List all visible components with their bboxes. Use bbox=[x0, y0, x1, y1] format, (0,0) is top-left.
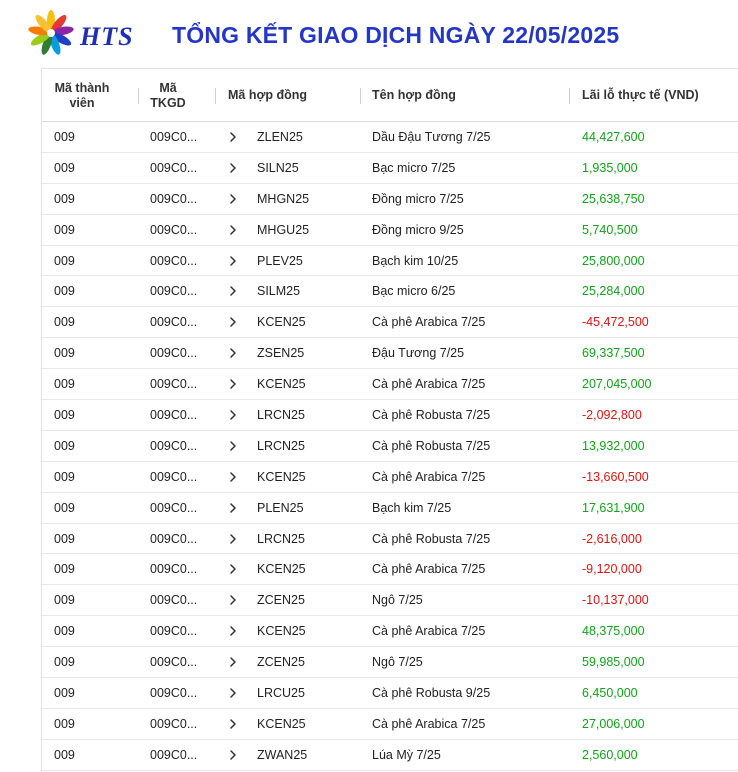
account-code: 009C0... bbox=[150, 716, 198, 731]
contract-code: SILM25 bbox=[257, 284, 301, 299]
contract-name: Cà phê Robusta 7/25 bbox=[372, 407, 491, 422]
table-row[interactable] bbox=[42, 678, 738, 709]
expand-chevron-icon[interactable] bbox=[228, 338, 238, 368]
table-row[interactable] bbox=[42, 338, 738, 369]
account-code: 009C0... bbox=[150, 500, 198, 515]
expand-chevron-icon[interactable] bbox=[228, 647, 238, 677]
realized-pnl: -9,120,000 bbox=[582, 562, 642, 577]
account-code: 009C0... bbox=[150, 377, 198, 392]
contract-name: Cà phê Arabica 7/25 bbox=[372, 716, 486, 731]
account-code: 009C0... bbox=[150, 253, 198, 268]
expand-chevron-icon[interactable] bbox=[228, 616, 238, 646]
table-row[interactable] bbox=[42, 215, 738, 246]
contract-name: Đậu Tương 7/25 bbox=[372, 346, 465, 361]
col-header-contract-name[interactable]: Tên hợp đồng bbox=[372, 88, 456, 102]
member-code: 009 bbox=[54, 438, 75, 453]
realized-pnl: 25,284,000 bbox=[582, 284, 645, 299]
table-body bbox=[42, 122, 738, 771]
contract-name: Cà phê Robusta 7/25 bbox=[372, 531, 491, 546]
contract-name: Cà phê Arabica 7/25 bbox=[372, 315, 486, 330]
table-row[interactable] bbox=[42, 493, 738, 524]
contract-code: KCEN25 bbox=[257, 469, 306, 484]
account-code: 009C0... bbox=[150, 315, 198, 330]
realized-pnl: 69,337,500 bbox=[582, 346, 645, 361]
contract-name: Bạc micro 7/25 bbox=[372, 160, 456, 175]
member-code: 009 bbox=[54, 191, 75, 206]
contract-name: Bạch kim 10/25 bbox=[372, 253, 459, 268]
contract-name: Cà phê Arabica 7/25 bbox=[372, 624, 486, 639]
member-code: 009 bbox=[54, 222, 75, 237]
column-divider[interactable] bbox=[215, 88, 216, 104]
table-row[interactable] bbox=[42, 400, 738, 431]
contract-code: KCEN25 bbox=[257, 624, 306, 639]
member-code: 009 bbox=[54, 593, 75, 608]
contract-name: Bạc micro 6/25 bbox=[372, 284, 456, 299]
contract-code: ZCEN25 bbox=[257, 593, 305, 608]
realized-pnl: 25,638,750 bbox=[582, 191, 645, 206]
member-code: 009 bbox=[54, 160, 75, 175]
member-code: 009 bbox=[54, 500, 75, 515]
contract-name: Dầu Đậu Tương 7/25 bbox=[372, 129, 491, 144]
member-code: 009 bbox=[54, 284, 75, 299]
table-row[interactable] bbox=[42, 709, 738, 740]
trades-table bbox=[41, 68, 738, 772]
realized-pnl: 207,045,000 bbox=[582, 377, 652, 392]
column-divider[interactable] bbox=[360, 88, 361, 104]
contract-name: Ngô 7/25 bbox=[372, 655, 423, 670]
member-code: 009 bbox=[54, 253, 75, 268]
contract-code: KCEN25 bbox=[257, 315, 306, 330]
table-row[interactable] bbox=[42, 524, 738, 555]
contract-code: PLEN25 bbox=[257, 500, 304, 515]
expand-chevron-icon[interactable] bbox=[228, 307, 238, 337]
expand-chevron-icon[interactable] bbox=[228, 524, 238, 554]
account-code: 009C0... bbox=[150, 685, 198, 700]
realized-pnl: 44,427,600 bbox=[582, 129, 645, 144]
table-row[interactable] bbox=[42, 307, 738, 338]
member-code: 009 bbox=[54, 655, 75, 670]
expand-chevron-icon[interactable] bbox=[228, 184, 238, 214]
contract-code: LRCU25 bbox=[257, 685, 305, 700]
realized-pnl: 5,740,500 bbox=[582, 222, 638, 237]
member-code: 009 bbox=[54, 315, 75, 330]
member-code: 009 bbox=[54, 685, 75, 700]
contract-code: ZLEN25 bbox=[257, 129, 303, 144]
contract-code: ZCEN25 bbox=[257, 655, 305, 670]
contract-name: Cà phê Arabica 7/25 bbox=[372, 377, 486, 392]
account-code: 009C0... bbox=[150, 562, 198, 577]
realized-pnl: 27,006,000 bbox=[582, 716, 645, 731]
member-code: 009 bbox=[54, 407, 75, 422]
member-code: 009 bbox=[54, 531, 75, 546]
realized-pnl: 13,932,000 bbox=[582, 438, 645, 453]
column-divider[interactable] bbox=[569, 88, 570, 104]
expand-chevron-icon[interactable] bbox=[228, 678, 238, 708]
contract-name: Đồng micro 9/25 bbox=[372, 222, 464, 237]
realized-pnl: 48,375,000 bbox=[582, 624, 645, 639]
realized-pnl: 25,800,000 bbox=[582, 253, 645, 268]
contract-name: Ngô 7/25 bbox=[372, 593, 423, 608]
account-code: 009C0... bbox=[150, 160, 198, 175]
hts-logo-icon bbox=[26, 8, 76, 58]
expand-chevron-icon[interactable] bbox=[228, 493, 238, 523]
expand-chevron-icon[interactable] bbox=[228, 709, 238, 739]
table-row[interactable] bbox=[42, 122, 738, 153]
contract-code: LRCN25 bbox=[257, 531, 305, 546]
table-row[interactable] bbox=[42, 153, 738, 184]
table-row[interactable] bbox=[42, 554, 738, 585]
member-code: 009 bbox=[54, 129, 75, 144]
column-divider[interactable] bbox=[138, 88, 139, 104]
table-row[interactable] bbox=[42, 276, 738, 307]
realized-pnl: 6,450,000 bbox=[582, 685, 638, 700]
expand-chevron-icon[interactable] bbox=[228, 585, 238, 615]
contract-code: MHGN25 bbox=[257, 191, 310, 206]
realized-pnl: -2,092,800 bbox=[582, 407, 642, 422]
table-row[interactable] bbox=[42, 184, 738, 215]
table-row[interactable] bbox=[42, 647, 738, 678]
member-code: 009 bbox=[54, 377, 75, 392]
realized-pnl: 17,631,900 bbox=[582, 500, 645, 515]
member-code: 009 bbox=[54, 624, 75, 639]
contract-code: ZWAN25 bbox=[257, 747, 308, 762]
account-code: 009C0... bbox=[150, 438, 198, 453]
table-row[interactable] bbox=[42, 616, 738, 647]
expand-chevron-icon[interactable] bbox=[228, 122, 238, 152]
contract-name: Cà phê Arabica 7/25 bbox=[372, 469, 486, 484]
member-code: 009 bbox=[54, 747, 75, 762]
expand-chevron-icon[interactable] bbox=[228, 215, 238, 245]
col-header-contract-code[interactable]: Mã hợp đồng bbox=[228, 88, 308, 102]
account-code: 009C0... bbox=[150, 222, 198, 237]
table-row[interactable] bbox=[42, 740, 738, 771]
col-header-account[interactable]: Mã TKGD bbox=[150, 80, 186, 110]
contract-name: Bạch kim 7/25 bbox=[372, 500, 452, 515]
realized-pnl: 2,560,000 bbox=[582, 747, 638, 762]
expand-chevron-icon[interactable] bbox=[228, 369, 238, 399]
table-row[interactable] bbox=[42, 431, 738, 462]
expand-chevron-icon[interactable] bbox=[228, 400, 238, 430]
member-code: 009 bbox=[54, 716, 75, 731]
report-header bbox=[0, 0, 738, 68]
contract-code: PLEV25 bbox=[257, 253, 303, 268]
contract-code: ZSEN25 bbox=[257, 346, 305, 361]
table-header bbox=[42, 69, 738, 122]
realized-pnl: 1,935,000 bbox=[582, 160, 638, 175]
account-code: 009C0... bbox=[150, 129, 198, 144]
realized-pnl: -45,472,500 bbox=[582, 315, 649, 330]
table-row[interactable] bbox=[42, 462, 738, 493]
expand-chevron-icon[interactable] bbox=[228, 153, 238, 183]
contract-name: Cà phê Arabica 7/25 bbox=[372, 562, 486, 577]
contract-name: Đồng micro 7/25 bbox=[372, 191, 464, 206]
realized-pnl: -10,137,000 bbox=[582, 593, 649, 608]
contract-code: LRCN25 bbox=[257, 407, 305, 422]
account-code: 009C0... bbox=[150, 191, 198, 206]
expand-chevron-icon[interactable] bbox=[228, 462, 238, 492]
contract-code: KCEN25 bbox=[257, 562, 306, 577]
realized-pnl: -13,660,500 bbox=[582, 469, 649, 484]
contract-code: KCEN25 bbox=[257, 716, 306, 731]
expand-chevron-icon[interactable] bbox=[228, 740, 238, 770]
expand-chevron-icon[interactable] bbox=[228, 276, 238, 306]
expand-chevron-icon[interactable] bbox=[228, 246, 238, 276]
realized-pnl: 59,985,000 bbox=[582, 655, 645, 670]
contract-code: SILN25 bbox=[257, 160, 299, 175]
account-code: 009C0... bbox=[150, 531, 198, 546]
table-row[interactable] bbox=[42, 369, 738, 400]
contract-name: Lúa Mỳ 7/25 bbox=[372, 747, 441, 762]
logo-text: HTS bbox=[80, 22, 134, 51]
realized-pnl: -2,616,000 bbox=[582, 531, 642, 546]
col-header-pnl[interactable]: Lãi lỗ thực tế (VND) bbox=[582, 88, 699, 102]
contract-name: Cà phê Robusta 9/25 bbox=[372, 685, 491, 700]
page-title: TỔNG KẾT GIAO DỊCH NGÀY 22/05/2025 bbox=[172, 22, 620, 48]
contract-code: LRCN25 bbox=[257, 438, 305, 453]
account-code: 009C0... bbox=[150, 593, 198, 608]
member-code: 009 bbox=[54, 562, 75, 577]
expand-chevron-icon[interactable] bbox=[228, 431, 238, 461]
account-code: 009C0... bbox=[150, 407, 198, 422]
account-code: 009C0... bbox=[150, 655, 198, 670]
contract-code: MHGU25 bbox=[257, 222, 310, 237]
account-code: 009C0... bbox=[150, 346, 198, 361]
expand-chevron-icon[interactable] bbox=[228, 554, 238, 584]
table-row[interactable] bbox=[42, 585, 738, 616]
member-code: 009 bbox=[54, 469, 75, 484]
account-code: 009C0... bbox=[150, 469, 198, 484]
member-code: 009 bbox=[54, 346, 75, 361]
account-code: 009C0... bbox=[150, 747, 198, 762]
contract-name: Cà phê Robusta 7/25 bbox=[372, 438, 491, 453]
account-code: 009C0... bbox=[150, 284, 198, 299]
table-row[interactable] bbox=[42, 246, 738, 277]
contract-code: KCEN25 bbox=[257, 377, 306, 392]
col-header-member[interactable]: Mã thành viên bbox=[54, 80, 110, 110]
account-code: 009C0... bbox=[150, 624, 198, 639]
